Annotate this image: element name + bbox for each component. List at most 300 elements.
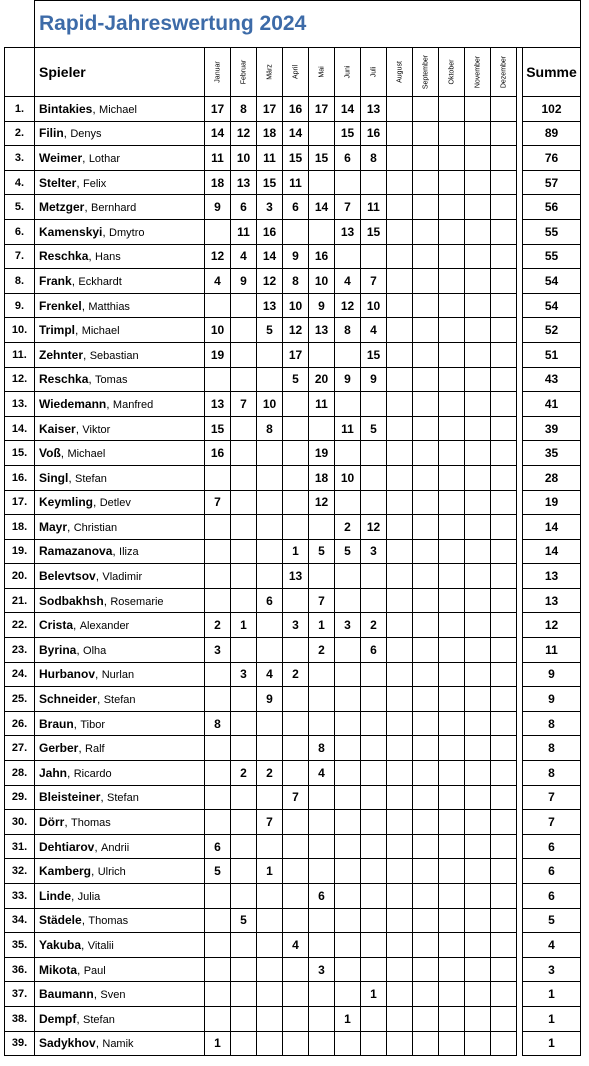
month-score-cell bbox=[309, 908, 335, 933]
total-score-cell: 6 bbox=[523, 859, 581, 884]
month-score-cell: 4 bbox=[283, 933, 309, 958]
month-score-cell bbox=[387, 908, 413, 933]
month-score-cell bbox=[439, 269, 465, 294]
month-score-cell bbox=[309, 810, 335, 835]
month-score-cell: 10 bbox=[205, 318, 231, 343]
month-score-cell: 11 bbox=[361, 195, 387, 220]
month-score-cell: 2 bbox=[335, 515, 361, 540]
player-first-name: Sebastian bbox=[89, 349, 139, 362]
player-last-name: Jahn bbox=[39, 765, 68, 780]
month-score-cell: 17 bbox=[257, 97, 283, 122]
header-spieler: Spieler bbox=[35, 48, 205, 97]
month-score-cell: 2 bbox=[231, 761, 257, 786]
month-score-cell bbox=[465, 539, 491, 564]
player-last-name: Bleisteiner bbox=[39, 790, 101, 805]
month-score-cell bbox=[257, 613, 283, 638]
month-score-cell bbox=[335, 564, 361, 589]
player-last-name: Stelter bbox=[39, 175, 77, 190]
month-score-cell bbox=[439, 884, 465, 909]
month-score-cell: 11 bbox=[309, 392, 335, 417]
month-score-cell: 10 bbox=[335, 465, 361, 490]
month-score-cell bbox=[491, 736, 517, 761]
month-score-cell bbox=[387, 711, 413, 736]
month-score-cell bbox=[439, 416, 465, 441]
month-score-cell bbox=[491, 318, 517, 343]
player-name-cell: Gerber, Ralf bbox=[35, 736, 205, 761]
table-row bbox=[5, 170, 581, 195]
month-score-cell: 1 bbox=[231, 613, 257, 638]
month-score-cell bbox=[387, 834, 413, 859]
month-score-cell: 5 bbox=[335, 539, 361, 564]
player-last-name: Baumann bbox=[39, 987, 94, 1002]
month-score-cell bbox=[205, 736, 231, 761]
month-score-cell bbox=[439, 121, 465, 146]
player-first-name: Ralf bbox=[85, 743, 105, 756]
rank-cell: 26. bbox=[5, 711, 35, 736]
month-score-cell bbox=[465, 342, 491, 367]
month-score-cell bbox=[231, 515, 257, 540]
total-score-cell: 1 bbox=[523, 982, 581, 1007]
month-score-cell: 7 bbox=[361, 269, 387, 294]
month-score-cell bbox=[387, 441, 413, 466]
total-score-cell: 9 bbox=[523, 687, 581, 712]
month-score-cell bbox=[361, 392, 387, 417]
month-score-cell bbox=[231, 711, 257, 736]
month-score-cell: 11 bbox=[283, 170, 309, 195]
player-first-name: Stefan bbox=[103, 694, 136, 707]
month-score-cell: 16 bbox=[283, 97, 309, 122]
month-score-cell bbox=[491, 810, 517, 835]
player-name-cell: Schneider, Stefan bbox=[35, 687, 205, 712]
month-score-cell bbox=[491, 933, 517, 958]
month-score-cell bbox=[257, 539, 283, 564]
month-score-cell bbox=[439, 490, 465, 515]
month-score-cell: 15 bbox=[205, 416, 231, 441]
month-score-cell bbox=[387, 219, 413, 244]
table-row bbox=[5, 884, 581, 909]
month-score-cell bbox=[335, 170, 361, 195]
month-score-cell bbox=[413, 957, 439, 982]
player-name-cell: Linde, Julia bbox=[35, 884, 205, 909]
total-score-cell: 55 bbox=[523, 219, 581, 244]
month-score-cell bbox=[205, 957, 231, 982]
rank-cell: 5. bbox=[5, 195, 35, 220]
month-score-cell: 7 bbox=[257, 810, 283, 835]
player-name-cell: Trimpl, Michael bbox=[35, 318, 205, 343]
table-row bbox=[5, 1006, 581, 1031]
total-score-cell: 52 bbox=[523, 318, 581, 343]
month-score-cell bbox=[309, 342, 335, 367]
month-score-cell: 5 bbox=[309, 539, 335, 564]
total-score-cell: 76 bbox=[523, 146, 581, 171]
month-score-cell bbox=[465, 638, 491, 663]
month-score-cell bbox=[309, 687, 335, 712]
month-score-cell bbox=[439, 1031, 465, 1056]
month-score-cell bbox=[283, 392, 309, 417]
total-score-cell: 3 bbox=[523, 957, 581, 982]
player-name-cell: Frenkel, Matthias bbox=[35, 293, 205, 318]
player-last-name: Bintakies bbox=[39, 101, 93, 116]
rank-cell: 29. bbox=[5, 785, 35, 810]
month-score-cell: 12 bbox=[309, 490, 335, 515]
month-score-cell bbox=[335, 244, 361, 269]
month-score-cell bbox=[465, 293, 491, 318]
total-score-cell: 11 bbox=[523, 638, 581, 663]
rank-cell: 9. bbox=[5, 293, 35, 318]
month-score-cell bbox=[439, 933, 465, 958]
month-score-cell bbox=[439, 564, 465, 589]
month-score-cell bbox=[439, 367, 465, 392]
month-score-cell bbox=[491, 711, 517, 736]
month-score-cell bbox=[465, 1006, 491, 1031]
player-first-name: Dmytro bbox=[109, 226, 145, 239]
month-score-cell bbox=[361, 859, 387, 884]
player-name-cell: Mikota, Paul bbox=[35, 957, 205, 982]
month-score-cell bbox=[387, 465, 413, 490]
table-row bbox=[5, 834, 581, 859]
rank-cell: 14. bbox=[5, 416, 35, 441]
month-score-cell bbox=[335, 957, 361, 982]
month-score-cell: 15 bbox=[257, 170, 283, 195]
month-score-cell bbox=[335, 933, 361, 958]
month-score-cell bbox=[205, 293, 231, 318]
month-score-cell bbox=[205, 465, 231, 490]
month-score-cell bbox=[439, 810, 465, 835]
month-score-cell bbox=[257, 785, 283, 810]
player-first-name: Ulrich bbox=[97, 866, 126, 879]
player-last-name: Mayr bbox=[39, 519, 68, 534]
month-score-cell bbox=[387, 1006, 413, 1031]
player-name-cell: Metzger, Bernhard bbox=[35, 195, 205, 220]
player-last-name: Sodbakhsh bbox=[39, 593, 104, 608]
month-score-cell bbox=[413, 293, 439, 318]
month-score-cell bbox=[465, 244, 491, 269]
month-score-cell bbox=[231, 859, 257, 884]
month-score-cell: 13 bbox=[205, 392, 231, 417]
month-score-cell bbox=[413, 687, 439, 712]
month-score-cell bbox=[413, 859, 439, 884]
month-score-cell bbox=[491, 908, 517, 933]
month-score-cell bbox=[361, 490, 387, 515]
total-score-cell: 14 bbox=[523, 515, 581, 540]
month-score-cell bbox=[283, 834, 309, 859]
month-score-cell bbox=[231, 539, 257, 564]
month-score-cell bbox=[387, 884, 413, 909]
month-score-cell bbox=[413, 564, 439, 589]
month-score-cell bbox=[231, 687, 257, 712]
month-score-cell bbox=[387, 588, 413, 613]
ranking-table bbox=[4, 0, 581, 1056]
month-score-cell bbox=[231, 367, 257, 392]
month-score-cell bbox=[413, 195, 439, 220]
player-last-name: Byrina bbox=[39, 642, 77, 657]
table-row bbox=[5, 638, 581, 663]
player-last-name: Kaiser bbox=[39, 421, 76, 436]
month-score-cell bbox=[491, 342, 517, 367]
month-score-cell bbox=[465, 810, 491, 835]
month-score-cell: 3 bbox=[283, 613, 309, 638]
month-score-cell: 1 bbox=[257, 859, 283, 884]
month-score-cell bbox=[491, 982, 517, 1007]
month-score-cell bbox=[465, 908, 491, 933]
player-last-name: Crista bbox=[39, 618, 74, 633]
month-score-cell: 11 bbox=[205, 146, 231, 171]
month-score-cell bbox=[283, 810, 309, 835]
player-last-name: Wiedemann bbox=[39, 396, 107, 411]
total-score-cell: 43 bbox=[523, 367, 581, 392]
month-score-cell bbox=[387, 933, 413, 958]
month-score-cell: 3 bbox=[231, 662, 257, 687]
month-score-cell: 2 bbox=[205, 613, 231, 638]
table-row bbox=[5, 465, 581, 490]
month-score-cell bbox=[257, 564, 283, 589]
total-score-cell: 57 bbox=[523, 170, 581, 195]
table-row bbox=[5, 441, 581, 466]
player-first-name: Bernhard bbox=[91, 202, 137, 215]
month-score-cell bbox=[361, 736, 387, 761]
month-score-cell: 1 bbox=[361, 982, 387, 1007]
month-score-cell bbox=[387, 490, 413, 515]
month-score-cell bbox=[439, 588, 465, 613]
month-score-cell bbox=[387, 736, 413, 761]
month-score-cell bbox=[257, 490, 283, 515]
month-score-cell bbox=[387, 342, 413, 367]
month-score-cell bbox=[231, 465, 257, 490]
month-score-cell bbox=[361, 908, 387, 933]
month-score-cell bbox=[387, 515, 413, 540]
month-score-cell: 14 bbox=[283, 121, 309, 146]
player-last-name: Keymling bbox=[39, 495, 94, 510]
month-score-cell bbox=[413, 490, 439, 515]
month-score-cell bbox=[413, 1006, 439, 1031]
month-score-cell bbox=[257, 515, 283, 540]
month-score-cell bbox=[491, 515, 517, 540]
month-score-cell bbox=[413, 613, 439, 638]
total-score-cell: 12 bbox=[523, 613, 581, 638]
month-score-cell: 8 bbox=[283, 269, 309, 294]
total-score-cell: 7 bbox=[523, 785, 581, 810]
month-score-cell bbox=[491, 1006, 517, 1031]
table-row bbox=[5, 687, 581, 712]
month-score-cell bbox=[205, 588, 231, 613]
month-score-cell bbox=[413, 1031, 439, 1056]
total-score-cell: 41 bbox=[523, 392, 581, 417]
total-score-cell: 35 bbox=[523, 441, 581, 466]
rank-cell: 38. bbox=[5, 1006, 35, 1031]
month-score-cell bbox=[465, 711, 491, 736]
month-score-cell bbox=[257, 367, 283, 392]
month-score-cell: 13 bbox=[361, 97, 387, 122]
player-first-name: Viktor bbox=[82, 423, 111, 436]
month-score-cell: 12 bbox=[257, 269, 283, 294]
player-name-cell: Crista, Alexander bbox=[35, 613, 205, 638]
month-score-cell bbox=[439, 908, 465, 933]
rank-cell: 11. bbox=[5, 342, 35, 367]
month-score-cell: 12 bbox=[231, 121, 257, 146]
month-score-cell bbox=[387, 1031, 413, 1056]
month-score-cell bbox=[231, 441, 257, 466]
month-score-cell bbox=[491, 465, 517, 490]
month-score-cell: 20 bbox=[309, 367, 335, 392]
month-score-cell bbox=[335, 711, 361, 736]
month-score-cell: 9 bbox=[283, 244, 309, 269]
month-score-cell bbox=[335, 884, 361, 909]
month-score-cell bbox=[413, 244, 439, 269]
player-name-cell: Wiedemann, Manfred bbox=[35, 392, 205, 417]
table-row bbox=[5, 219, 581, 244]
month-score-cell bbox=[283, 884, 309, 909]
player-first-name: Michael bbox=[81, 325, 120, 338]
month-score-cell bbox=[491, 441, 517, 466]
month-score-cell bbox=[491, 761, 517, 786]
month-score-cell bbox=[231, 638, 257, 663]
month-score-cell bbox=[361, 1006, 387, 1031]
month-score-cell bbox=[439, 687, 465, 712]
month-score-cell bbox=[309, 515, 335, 540]
rank-cell: 25. bbox=[5, 687, 35, 712]
month-score-cell bbox=[361, 662, 387, 687]
month-score-cell: 11 bbox=[231, 219, 257, 244]
table-row bbox=[5, 810, 581, 835]
player-name-cell: Weimer, Lothar bbox=[35, 146, 205, 171]
month-score-cell bbox=[413, 711, 439, 736]
month-score-cell bbox=[439, 293, 465, 318]
month-score-cell: 12 bbox=[205, 244, 231, 269]
month-score-cell: 4 bbox=[309, 761, 335, 786]
month-score-cell bbox=[309, 219, 335, 244]
table-row bbox=[5, 195, 581, 220]
rank-cell: 22. bbox=[5, 613, 35, 638]
month-score-cell bbox=[283, 219, 309, 244]
month-score-cell bbox=[205, 564, 231, 589]
player-name-cell: Yakuba, Vitalii bbox=[35, 933, 205, 958]
month-score-cell bbox=[387, 416, 413, 441]
month-score-cell bbox=[465, 884, 491, 909]
month-score-cell: 11 bbox=[257, 146, 283, 171]
month-score-cell: 3 bbox=[335, 613, 361, 638]
rank-cell: 37. bbox=[5, 982, 35, 1007]
month-score-cell bbox=[335, 908, 361, 933]
month-score-cell bbox=[361, 957, 387, 982]
total-score-cell: 55 bbox=[523, 244, 581, 269]
month-score-cell bbox=[465, 219, 491, 244]
month-score-cell bbox=[283, 416, 309, 441]
month-score-cell: 4 bbox=[231, 244, 257, 269]
header-month: Oktober bbox=[439, 48, 465, 97]
month-score-cell bbox=[413, 392, 439, 417]
month-score-cell bbox=[491, 564, 517, 589]
month-score-cell bbox=[309, 170, 335, 195]
month-score-cell: 6 bbox=[309, 884, 335, 909]
player-name-cell: Reschka, Tomas bbox=[35, 367, 205, 392]
player-last-name: Frenkel bbox=[39, 298, 82, 313]
table-row bbox=[5, 539, 581, 564]
month-score-cell bbox=[231, 785, 257, 810]
month-score-cell bbox=[335, 1031, 361, 1056]
month-score-cell: 10 bbox=[361, 293, 387, 318]
total-score-cell: 89 bbox=[523, 121, 581, 146]
month-score-cell bbox=[413, 219, 439, 244]
month-score-cell bbox=[439, 441, 465, 466]
month-score-cell bbox=[491, 121, 517, 146]
month-score-cell bbox=[465, 465, 491, 490]
month-score-cell bbox=[465, 588, 491, 613]
month-score-cell: 15 bbox=[335, 121, 361, 146]
month-score-cell bbox=[439, 736, 465, 761]
month-score-cell bbox=[361, 884, 387, 909]
month-score-cell: 11 bbox=[335, 416, 361, 441]
month-score-cell bbox=[439, 219, 465, 244]
month-score-cell bbox=[257, 1006, 283, 1031]
month-score-cell bbox=[335, 490, 361, 515]
table-row bbox=[5, 711, 581, 736]
month-score-cell: 5 bbox=[361, 416, 387, 441]
month-score-cell bbox=[387, 982, 413, 1007]
header-month: November bbox=[465, 48, 491, 97]
total-score-cell: 1 bbox=[523, 1006, 581, 1031]
header-month: Februar bbox=[231, 48, 257, 97]
month-score-cell bbox=[491, 269, 517, 294]
month-score-cell bbox=[257, 465, 283, 490]
table-row bbox=[5, 588, 581, 613]
month-score-cell bbox=[335, 441, 361, 466]
month-score-cell: 6 bbox=[361, 638, 387, 663]
month-score-cell bbox=[465, 957, 491, 982]
month-score-cell bbox=[387, 318, 413, 343]
month-score-cell bbox=[361, 244, 387, 269]
month-score-cell bbox=[283, 711, 309, 736]
player-last-name: Voß bbox=[39, 446, 61, 461]
month-score-cell bbox=[309, 564, 335, 589]
month-score-cell bbox=[491, 367, 517, 392]
table-row bbox=[5, 662, 581, 687]
rank-cell: 28. bbox=[5, 761, 35, 786]
month-score-cell bbox=[413, 441, 439, 466]
month-score-cell: 19 bbox=[205, 342, 231, 367]
month-score-cell bbox=[257, 982, 283, 1007]
month-score-cell: 19 bbox=[309, 441, 335, 466]
month-score-cell: 18 bbox=[205, 170, 231, 195]
month-score-cell bbox=[439, 613, 465, 638]
month-score-cell: 10 bbox=[257, 392, 283, 417]
total-score-cell: 39 bbox=[523, 416, 581, 441]
month-score-cell: 9 bbox=[257, 687, 283, 712]
month-score-cell: 10 bbox=[231, 146, 257, 171]
player-last-name: Kamenskyi bbox=[39, 224, 103, 239]
total-score-cell: 102 bbox=[523, 97, 581, 122]
rank-cell: 6. bbox=[5, 219, 35, 244]
month-score-cell bbox=[387, 146, 413, 171]
month-score-cell bbox=[205, 933, 231, 958]
month-score-cell bbox=[257, 638, 283, 663]
player-name-cell: Frank, Eckhardt bbox=[35, 269, 205, 294]
month-score-cell bbox=[231, 318, 257, 343]
player-name-cell: Bleisteiner, Stefan bbox=[35, 785, 205, 810]
month-score-cell bbox=[257, 1031, 283, 1056]
header-month: April bbox=[283, 48, 309, 97]
month-score-cell bbox=[413, 318, 439, 343]
month-score-cell bbox=[283, 736, 309, 761]
month-score-cell: 13 bbox=[309, 318, 335, 343]
month-score-cell: 10 bbox=[283, 293, 309, 318]
player-last-name: Hurbanov bbox=[39, 667, 96, 682]
month-score-cell bbox=[283, 982, 309, 1007]
month-score-cell: 6 bbox=[257, 588, 283, 613]
month-score-cell bbox=[387, 638, 413, 663]
month-score-cell bbox=[465, 1031, 491, 1056]
month-score-cell bbox=[465, 416, 491, 441]
player-last-name: Mikota bbox=[39, 962, 78, 977]
